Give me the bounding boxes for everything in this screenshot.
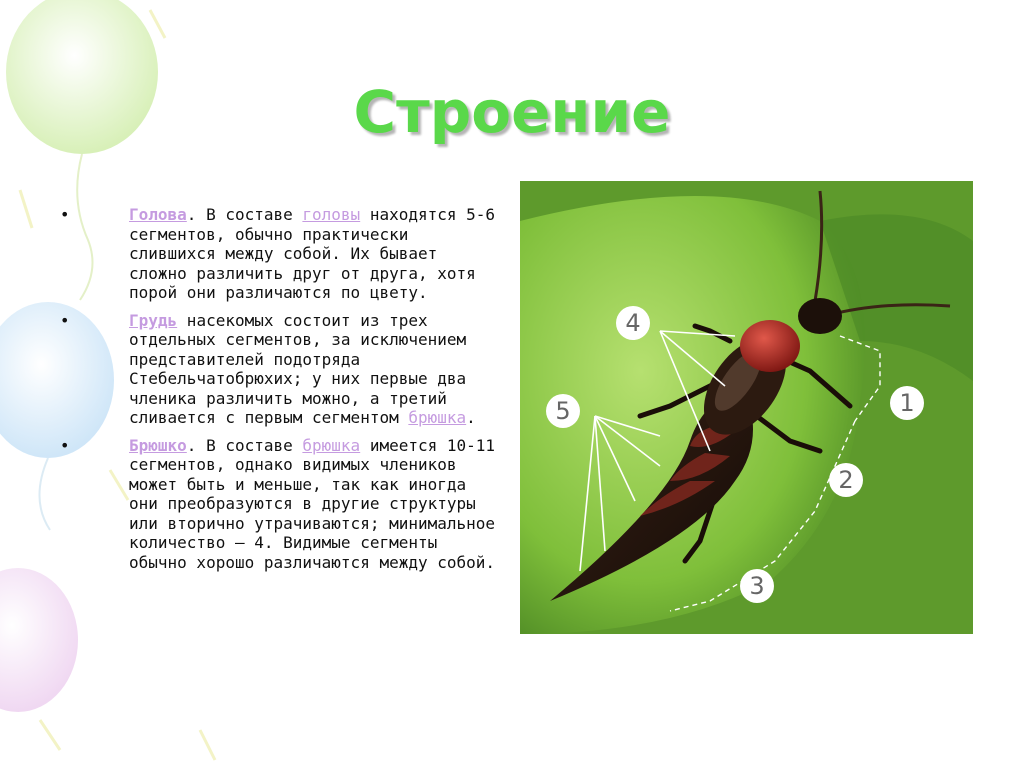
label-3 — [740, 569, 774, 603]
bullet-list — [60, 205, 500, 580]
beetle-head — [740, 320, 800, 372]
bullet-text: . В составе — [186, 435, 303, 455]
bullet-dot: • — [60, 205, 70, 224]
beetle-head-front — [798, 298, 842, 334]
label-1 — [890, 386, 924, 420]
svg-text:3: 3 — [749, 572, 765, 600]
term-link[interactable]: Грудь — [129, 310, 178, 330]
bullet-text: . — [466, 408, 476, 427]
label-2 — [829, 463, 863, 497]
balloon-pink-icon — [0, 568, 78, 712]
svg-text:1: 1 — [899, 389, 915, 417]
svg-text:2: 2 — [838, 466, 854, 494]
bullet-dot: • — [60, 435, 70, 455]
label-4 — [616, 306, 650, 340]
bullet-item — [60, 436, 500, 573]
inline-link[interactable]: брюшка — [302, 435, 361, 455]
bullet-text: имеется 10-11 сегментов, однако видимых члеников может быть и меньше, так как иногда они преобразуются в другие структуры или вторично утрачиваются; минимальное количество – 4. Видимые сегменты обычно хорошо различаются между собой. — [129, 435, 496, 572]
svg-text:4: 4 — [625, 309, 641, 337]
bullet-text: . В составе — [186, 205, 303, 224]
bullet-text: насекомых состоит из трех отдельных сегментов, за исключением представителей подотряда Стебельчатобрюхих; у них первые два членика различить можно, а третий сливается с первым сегментом — [129, 310, 467, 427]
inline-link[interactable]: брюшка — [408, 408, 467, 427]
svg-text:5: 5 — [555, 397, 571, 425]
bullet-text: находятся 5-6 сегментов, обычно практически слившихся между собой. Их бывает сложно различить друг от друга, хотя порой они различаются по цвету. — [129, 205, 496, 302]
page-title: Строение — [353, 78, 671, 146]
inline-link[interactable]: головы — [302, 205, 361, 224]
beetle-diagram-photo — [520, 181, 973, 634]
term-link[interactable]: Брюшко — [129, 435, 187, 455]
beetle-diagram — [520, 181, 973, 634]
label-5 — [546, 394, 580, 428]
term-link[interactable]: Голова — [129, 205, 187, 224]
bullet-dot: • — [60, 310, 70, 330]
bullet-item — [60, 311, 500, 428]
bullet-item — [60, 205, 500, 303]
